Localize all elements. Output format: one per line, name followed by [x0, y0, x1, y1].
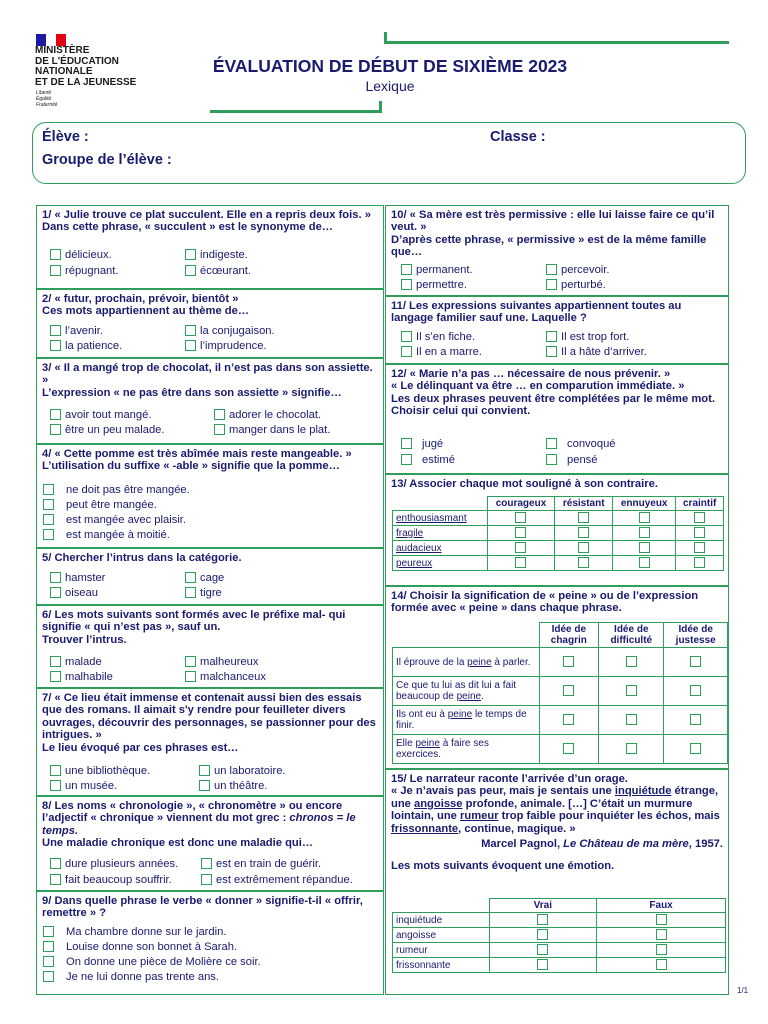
- q7-checkbox[interactable]: [199, 780, 210, 791]
- q9-checkbox[interactable]: [43, 956, 54, 967]
- q11-checkbox[interactable]: [546, 331, 557, 342]
- q14-checkbox[interactable]: [563, 656, 574, 667]
- q11-checkbox[interactable]: [401, 346, 412, 357]
- q13-checkbox[interactable]: [639, 557, 650, 568]
- q13-matching-grid: courageux résistant ennuyeux craintif enthousiasmant fragile audacieux peureux: [392, 496, 724, 571]
- student-label: Élève :: [42, 129, 89, 145]
- q14-checkbox[interactable]: [690, 685, 701, 696]
- q11-checkbox[interactable]: [546, 346, 557, 357]
- q14-checkbox[interactable]: [563, 685, 574, 696]
- q12-checkbox[interactable]: [546, 438, 557, 449]
- q12-checkbox[interactable]: [401, 438, 412, 449]
- ministry-name: MINISTÈRE DE L'ÉDUCATION NATIONALE ET DE LA JEUNESSE: [35, 45, 137, 88]
- q8-checkbox[interactable]: [50, 874, 61, 885]
- motto: Liberté Égalité Fraternité: [36, 90, 58, 108]
- q13-checkbox[interactable]: [639, 542, 650, 553]
- q12-checkbox[interactable]: [401, 454, 412, 465]
- q14-checkbox[interactable]: [690, 656, 701, 667]
- q7-checkbox[interactable]: [199, 765, 210, 776]
- q14-meaning-grid: Idée de chagrin Idée de difficulté Idée de justesse Il éprouve de la peine à parler. Ce que tu lui as dit lui a fait beaucoup de peine. Ils ont eu à peine le temps de finir. Elle peine à faire ses exercices.: [392, 622, 728, 764]
- student-identity-box: [32, 122, 746, 184]
- q13-checkbox[interactable]: [578, 542, 589, 553]
- q5-checkbox[interactable]: [50, 587, 61, 598]
- decor-line: [210, 110, 382, 113]
- q13-checkbox[interactable]: [515, 527, 526, 538]
- question-13: 13/ Associer chaque mot souligné à son contraire.: [385, 474, 729, 586]
- q13-checkbox[interactable]: [515, 557, 526, 568]
- q6-checkbox[interactable]: [50, 656, 61, 667]
- q2-checkbox[interactable]: [50, 325, 61, 336]
- q14-checkbox[interactable]: [626, 685, 637, 696]
- q14-checkbox[interactable]: [563, 714, 574, 725]
- q6-checkbox[interactable]: [185, 671, 196, 682]
- q14-checkbox[interactable]: [563, 743, 574, 754]
- page-number: 1/1: [737, 986, 749, 995]
- q13-checkbox[interactable]: [639, 527, 650, 538]
- q15-checkbox[interactable]: [537, 929, 548, 940]
- q7-checkbox[interactable]: [50, 780, 61, 791]
- decor-line: [379, 101, 382, 113]
- q1-checkbox[interactable]: [185, 265, 196, 276]
- question-12: 12/ « Marie n’a pas … nécessaire de nous prévenir. » « Le délinquant va être … en comparution immédiate. » Les deux phrases peuvent être complétées par le même mot. Choisir celui qui convient. jugé convoqué estimé pensé: [385, 364, 729, 474]
- page-subtitle: Lexique: [365, 78, 415, 94]
- q15-checkbox[interactable]: [656, 944, 667, 955]
- question-15: 15/ Le narrateur raconte l’arrivée d’un orage. « Je n’avais pas peur, mais je sentais une inquiétude étrange, une angoisse profonde, animale. […] C’était un murmure lointain, une rumeur trop faible pour inquiéter les échos, mais frissonnante, continue, magique. » Marcel Pagnol, Le Château de ma mère, 1957. Les mots suivants évoquent une émotion.: [385, 769, 729, 995]
- q1-checkbox[interactable]: [50, 265, 61, 276]
- q7-checkbox[interactable]: [50, 765, 61, 776]
- q5-checkbox[interactable]: [50, 572, 61, 583]
- question-10: 10/ « Sa mère est très permissive : elle lui laisse faire ce qu’il veut. » D’après cette phrase, « permissive » est de la même famille que… permanent. percevoir. permettre. perturbé.: [385, 205, 729, 296]
- q10-checkbox[interactable]: [546, 264, 557, 275]
- q15-checkbox[interactable]: [537, 944, 548, 955]
- q6-checkbox[interactable]: [185, 656, 196, 667]
- q3-checkbox[interactable]: [50, 409, 61, 420]
- q8-checkbox[interactable]: [201, 858, 212, 869]
- q13-checkbox[interactable]: [578, 527, 589, 538]
- question-4: 4/ « Cette pomme est très abîmée mais reste mangeable. » L’utilisation du suffixe « -able » signifie que la pomme… ne doit pas être mangée. peut être mangée. est mangée avec plaisir. est mangée à moitié.: [36, 444, 384, 548]
- q3-checkbox[interactable]: [214, 409, 225, 420]
- question-3: 3/ « Il a mangé trop de chocolat, il n’est pas dans son assiette. » L’expression « ne pas être dans son assiette » signifie… avoir tout mangé. adorer le chocolat. être un peu malade. manger dans le plat.: [36, 358, 384, 444]
- q13-checkbox[interactable]: [694, 512, 705, 523]
- q10-checkbox[interactable]: [401, 279, 412, 290]
- q13-checkbox[interactable]: [694, 527, 705, 538]
- q8-checkbox[interactable]: [50, 858, 61, 869]
- q4-checkbox[interactable]: [43, 529, 54, 540]
- question-6: 6/ Les mots suivants sont formés avec le préfixe mal- qui signifie « qui n’est pas », sauf un. Trouver l’intrus. malade malheureux malhabile malchanceux: [36, 605, 384, 688]
- q13-checkbox[interactable]: [639, 512, 650, 523]
- question-11: 11/ Les expressions suivantes appartiennent toutes au langage familier sauf une. Laquelle ? Il s’en fiche. Il est trop fort. Il en a marre. Il a hâte d’arriver.: [385, 296, 729, 364]
- question-8: 8/ Les noms « chronologie », « chronomètre » ou encore l’adjectif « chronique » viennent du mot grec : chronos = le temps. Une maladie chronique est donc une maladie qui… dure plusieurs années. est en train de guérir. fait beaucoup souffrir. est extrêmement répandue.: [36, 796, 384, 891]
- q15-checkbox[interactable]: [656, 914, 667, 925]
- q14-checkbox[interactable]: [690, 743, 701, 754]
- q15-checkbox[interactable]: [656, 929, 667, 940]
- question-5: 5/ Chercher l’intrus dans la catégorie. hamster cage oiseau tigre: [36, 548, 384, 605]
- q3-checkbox[interactable]: [214, 424, 225, 435]
- decor-line: [384, 41, 729, 44]
- decor-line: [384, 32, 387, 44]
- q2-checkbox[interactable]: [185, 325, 196, 336]
- q13-checkbox[interactable]: [694, 557, 705, 568]
- question-7: 7/ « Ce lieu était immense et contenait aussi bien des essais que des romans. Il aimait s'y rendre pour feuilleter divers ouvrages, découvrir des personnages, se passionner pour des intrigues. » Le lieu évoqué par ces phrases est… une bibliothèque. un laboratoire. un musée. un théâtre.: [36, 688, 384, 796]
- q14-checkbox[interactable]: [690, 714, 701, 725]
- q13-checkbox[interactable]: [578, 512, 589, 523]
- question-14: 14/ Choisir la signification de « peine » ou de l’expression formée avec « peine » dans chaque phrase.: [385, 586, 729, 769]
- q15-emotion-grid: Vrai Faux inquiétude angoisse rumeur frissonnante: [392, 898, 726, 973]
- q5-checkbox[interactable]: [185, 587, 196, 598]
- q3-checkbox[interactable]: [50, 424, 61, 435]
- q2-checkbox[interactable]: [50, 340, 61, 351]
- q14-checkbox[interactable]: [626, 743, 637, 754]
- q9-checkbox[interactable]: [43, 926, 54, 937]
- q15-checkbox[interactable]: [537, 914, 548, 925]
- q13-checkbox[interactable]: [515, 512, 526, 523]
- page-title: ÉVALUATION DE DÉBUT DE SIXIÈME 2023: [212, 56, 568, 76]
- class-label: Classe :: [490, 129, 546, 145]
- q13-checkbox[interactable]: [578, 557, 589, 568]
- q10-checkbox[interactable]: [401, 264, 412, 275]
- q10-checkbox[interactable]: [546, 279, 557, 290]
- q5-checkbox[interactable]: [185, 572, 196, 583]
- q13-checkbox[interactable]: [694, 542, 705, 553]
- q4-checkbox[interactable]: [43, 484, 54, 495]
- question-1: 1/ « Julie trouve ce plat succulent. Elle en a repris deux fois. » Dans cette phrase, « succulent » est le synonyme de… délicieux. indigeste. répugnant. écœurant.: [36, 205, 384, 289]
- q9-checkbox[interactable]: [43, 941, 54, 952]
- q9-checkbox[interactable]: [43, 971, 54, 982]
- q1-checkbox[interactable]: [50, 249, 61, 260]
- q6-checkbox[interactable]: [50, 671, 61, 682]
- q14-checkbox[interactable]: [626, 656, 637, 667]
- question-2: 2/ « futur, prochain, prévoir, bientôt » Ces mots appartiennent au thème de… l’avenir. la conjugaison. la patience. l’imprudence.: [36, 289, 384, 358]
- q11-checkbox[interactable]: [401, 331, 412, 342]
- q1-checkbox[interactable]: [185, 249, 196, 260]
- q15-checkbox[interactable]: [537, 959, 548, 970]
- q4-checkbox[interactable]: [43, 514, 54, 525]
- q14-checkbox[interactable]: [626, 714, 637, 725]
- q13-checkbox[interactable]: [515, 542, 526, 553]
- q12-checkbox[interactable]: [546, 454, 557, 465]
- q15-checkbox[interactable]: [656, 959, 667, 970]
- question-9: 9/ Dans quelle phrase le verbe « donner » signifie-t-il « offrir, remettre » ? Ma chambre donne sur le jardin. Louise donne son bonnet à Sarah. On donne une pièce de Molière ce soir. Je ne lui donne pas trente ans.: [36, 891, 384, 995]
- q8-checkbox[interactable]: [201, 874, 212, 885]
- q2-checkbox[interactable]: [185, 340, 196, 351]
- q4-checkbox[interactable]: [43, 499, 54, 510]
- group-label: Groupe de l’élève :: [42, 152, 172, 168]
